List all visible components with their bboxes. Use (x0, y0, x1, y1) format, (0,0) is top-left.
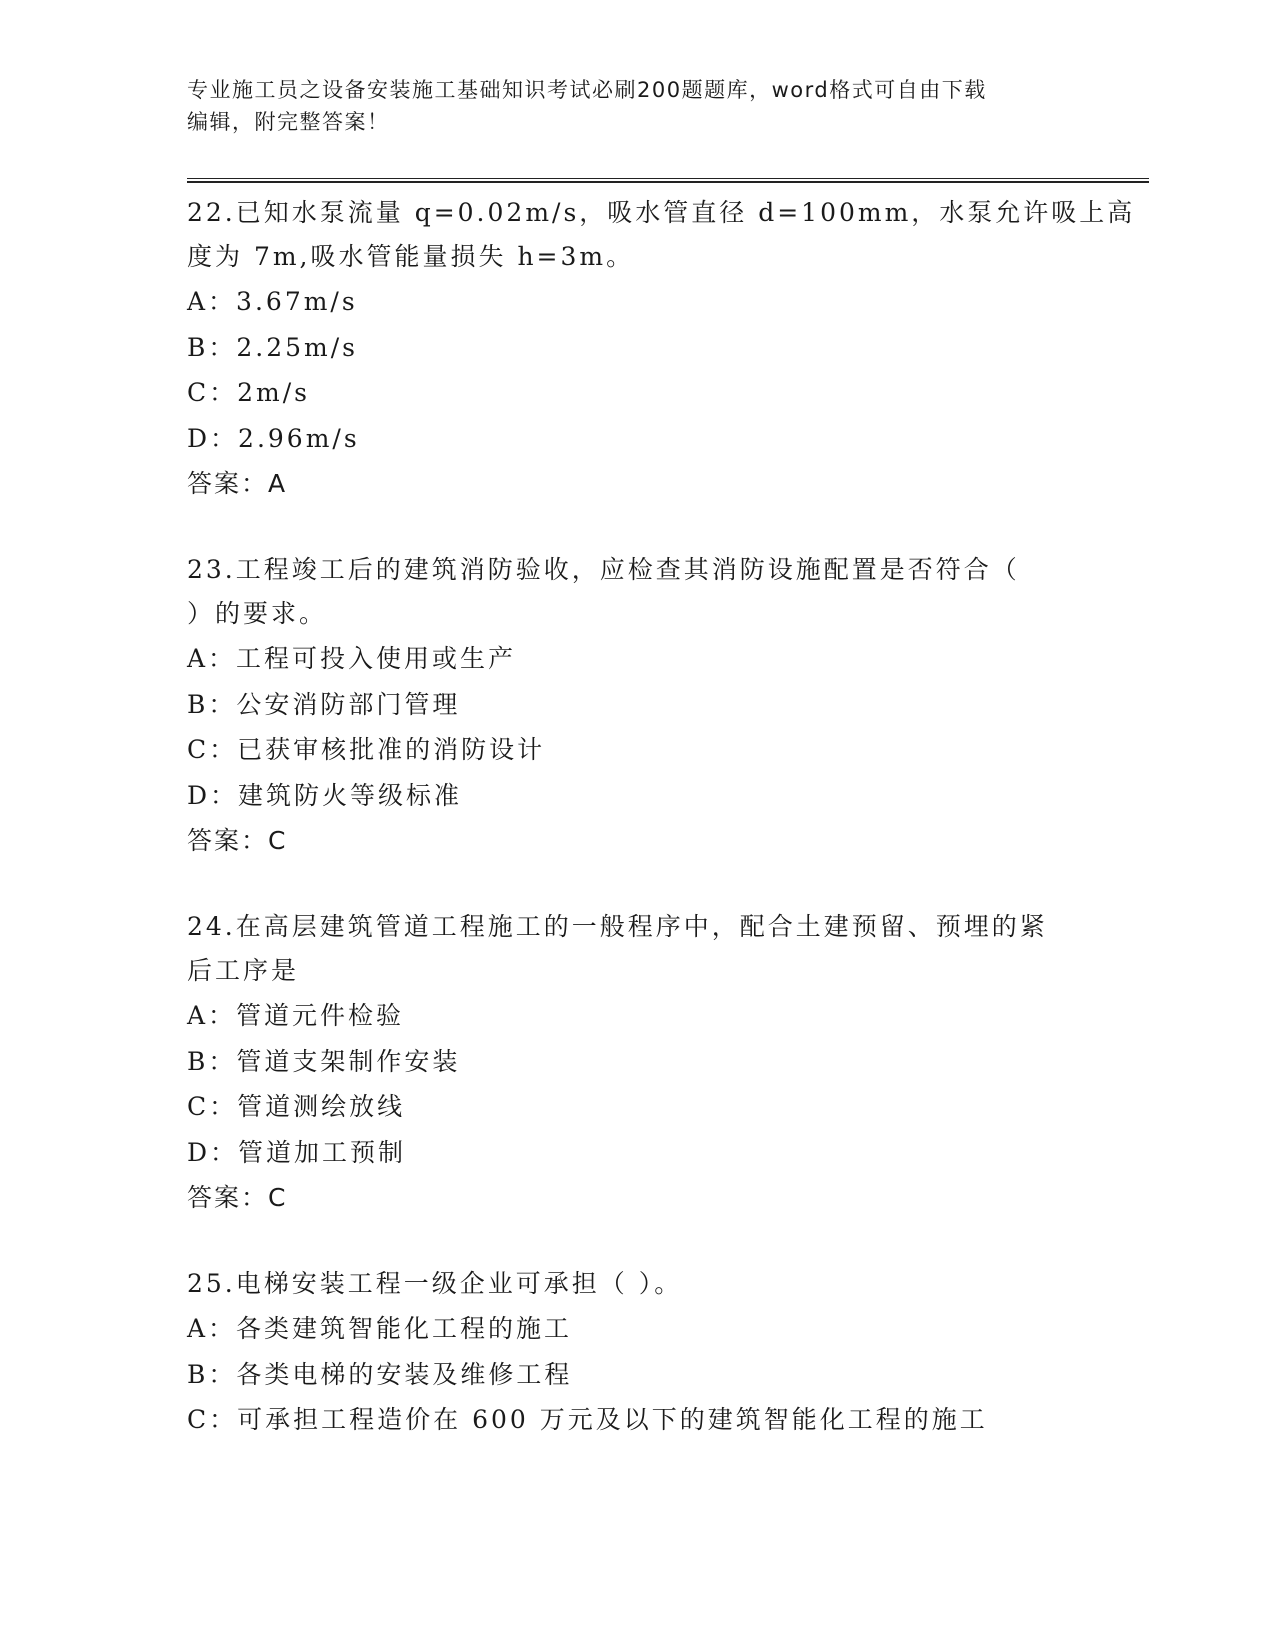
option-d: D：2.96m/s (187, 423, 360, 453)
question-stem-line: 23.工程竣工后的建筑消防验收，应检查其消防设施配置是否符合（ (187, 555, 1020, 584)
option-a: A：工程可投入使用或生产 (187, 644, 517, 673)
option-c: C：可承担工程造价在 600 万元及以下的建筑智能化工程的施工 (187, 1405, 988, 1434)
header-title-line-1: 专业施工员之设备安装施工基础知识考试必刷200题题库，word格式可自由下载 (187, 78, 987, 102)
question-24 (187, 905, 1087, 1220)
question-25 (187, 1262, 1087, 1443)
question-23 (187, 548, 1087, 863)
question-stem-line: 25.电梯安装工程一级企业可承担（ ）。 (187, 1269, 683, 1298)
option-b: B：各类电梯的安装及维修工程 (187, 1359, 573, 1389)
option-a: A：3.67m/s (187, 287, 358, 316)
answer-label: 答案：C (187, 1183, 288, 1212)
option-b: B：公安消防部门管理 (187, 689, 461, 719)
option-b: B：管道支架制作安装 (187, 1046, 461, 1076)
question-stem-line: 后工序是 (187, 956, 300, 985)
question-stem-line: ）的要求。 (187, 599, 328, 628)
option-c: C：管道测绘放线 (187, 1092, 406, 1121)
question-22 (187, 191, 1136, 506)
document-header (187, 74, 1067, 138)
option-c: C：2m/s (187, 378, 310, 407)
question-stem-line: 24.在高层建筑管道工程施工的一般程序中，配合土建预留、预埋的紧 (187, 912, 1048, 941)
question-stem-line: 度为 7m,吸水管能量损失 h=3m。 (187, 242, 635, 271)
answer-label: 答案：C (187, 826, 288, 855)
header-title-line-2: 编辑，附完整答案！ (187, 110, 390, 134)
option-c: C：已获审核批准的消防设计 (187, 735, 546, 764)
option-a: A：各类建筑智能化工程的施工 (187, 1314, 573, 1343)
option-a: A：管道元件检验 (187, 1001, 405, 1030)
header-divider (187, 178, 1149, 183)
option-b: B：2.25m/s (187, 332, 358, 362)
question-stem-line: 22.已知水泵流量 q=0.02m/s，吸水管直径 d=100mm，水泵允许吸上高 (187, 198, 1136, 227)
option-d: D：建筑防火等级标准 (187, 780, 463, 810)
answer-label: 答案：A (187, 469, 288, 498)
question-list (187, 191, 1136, 1485)
option-d: D：管道加工预制 (187, 1137, 407, 1167)
